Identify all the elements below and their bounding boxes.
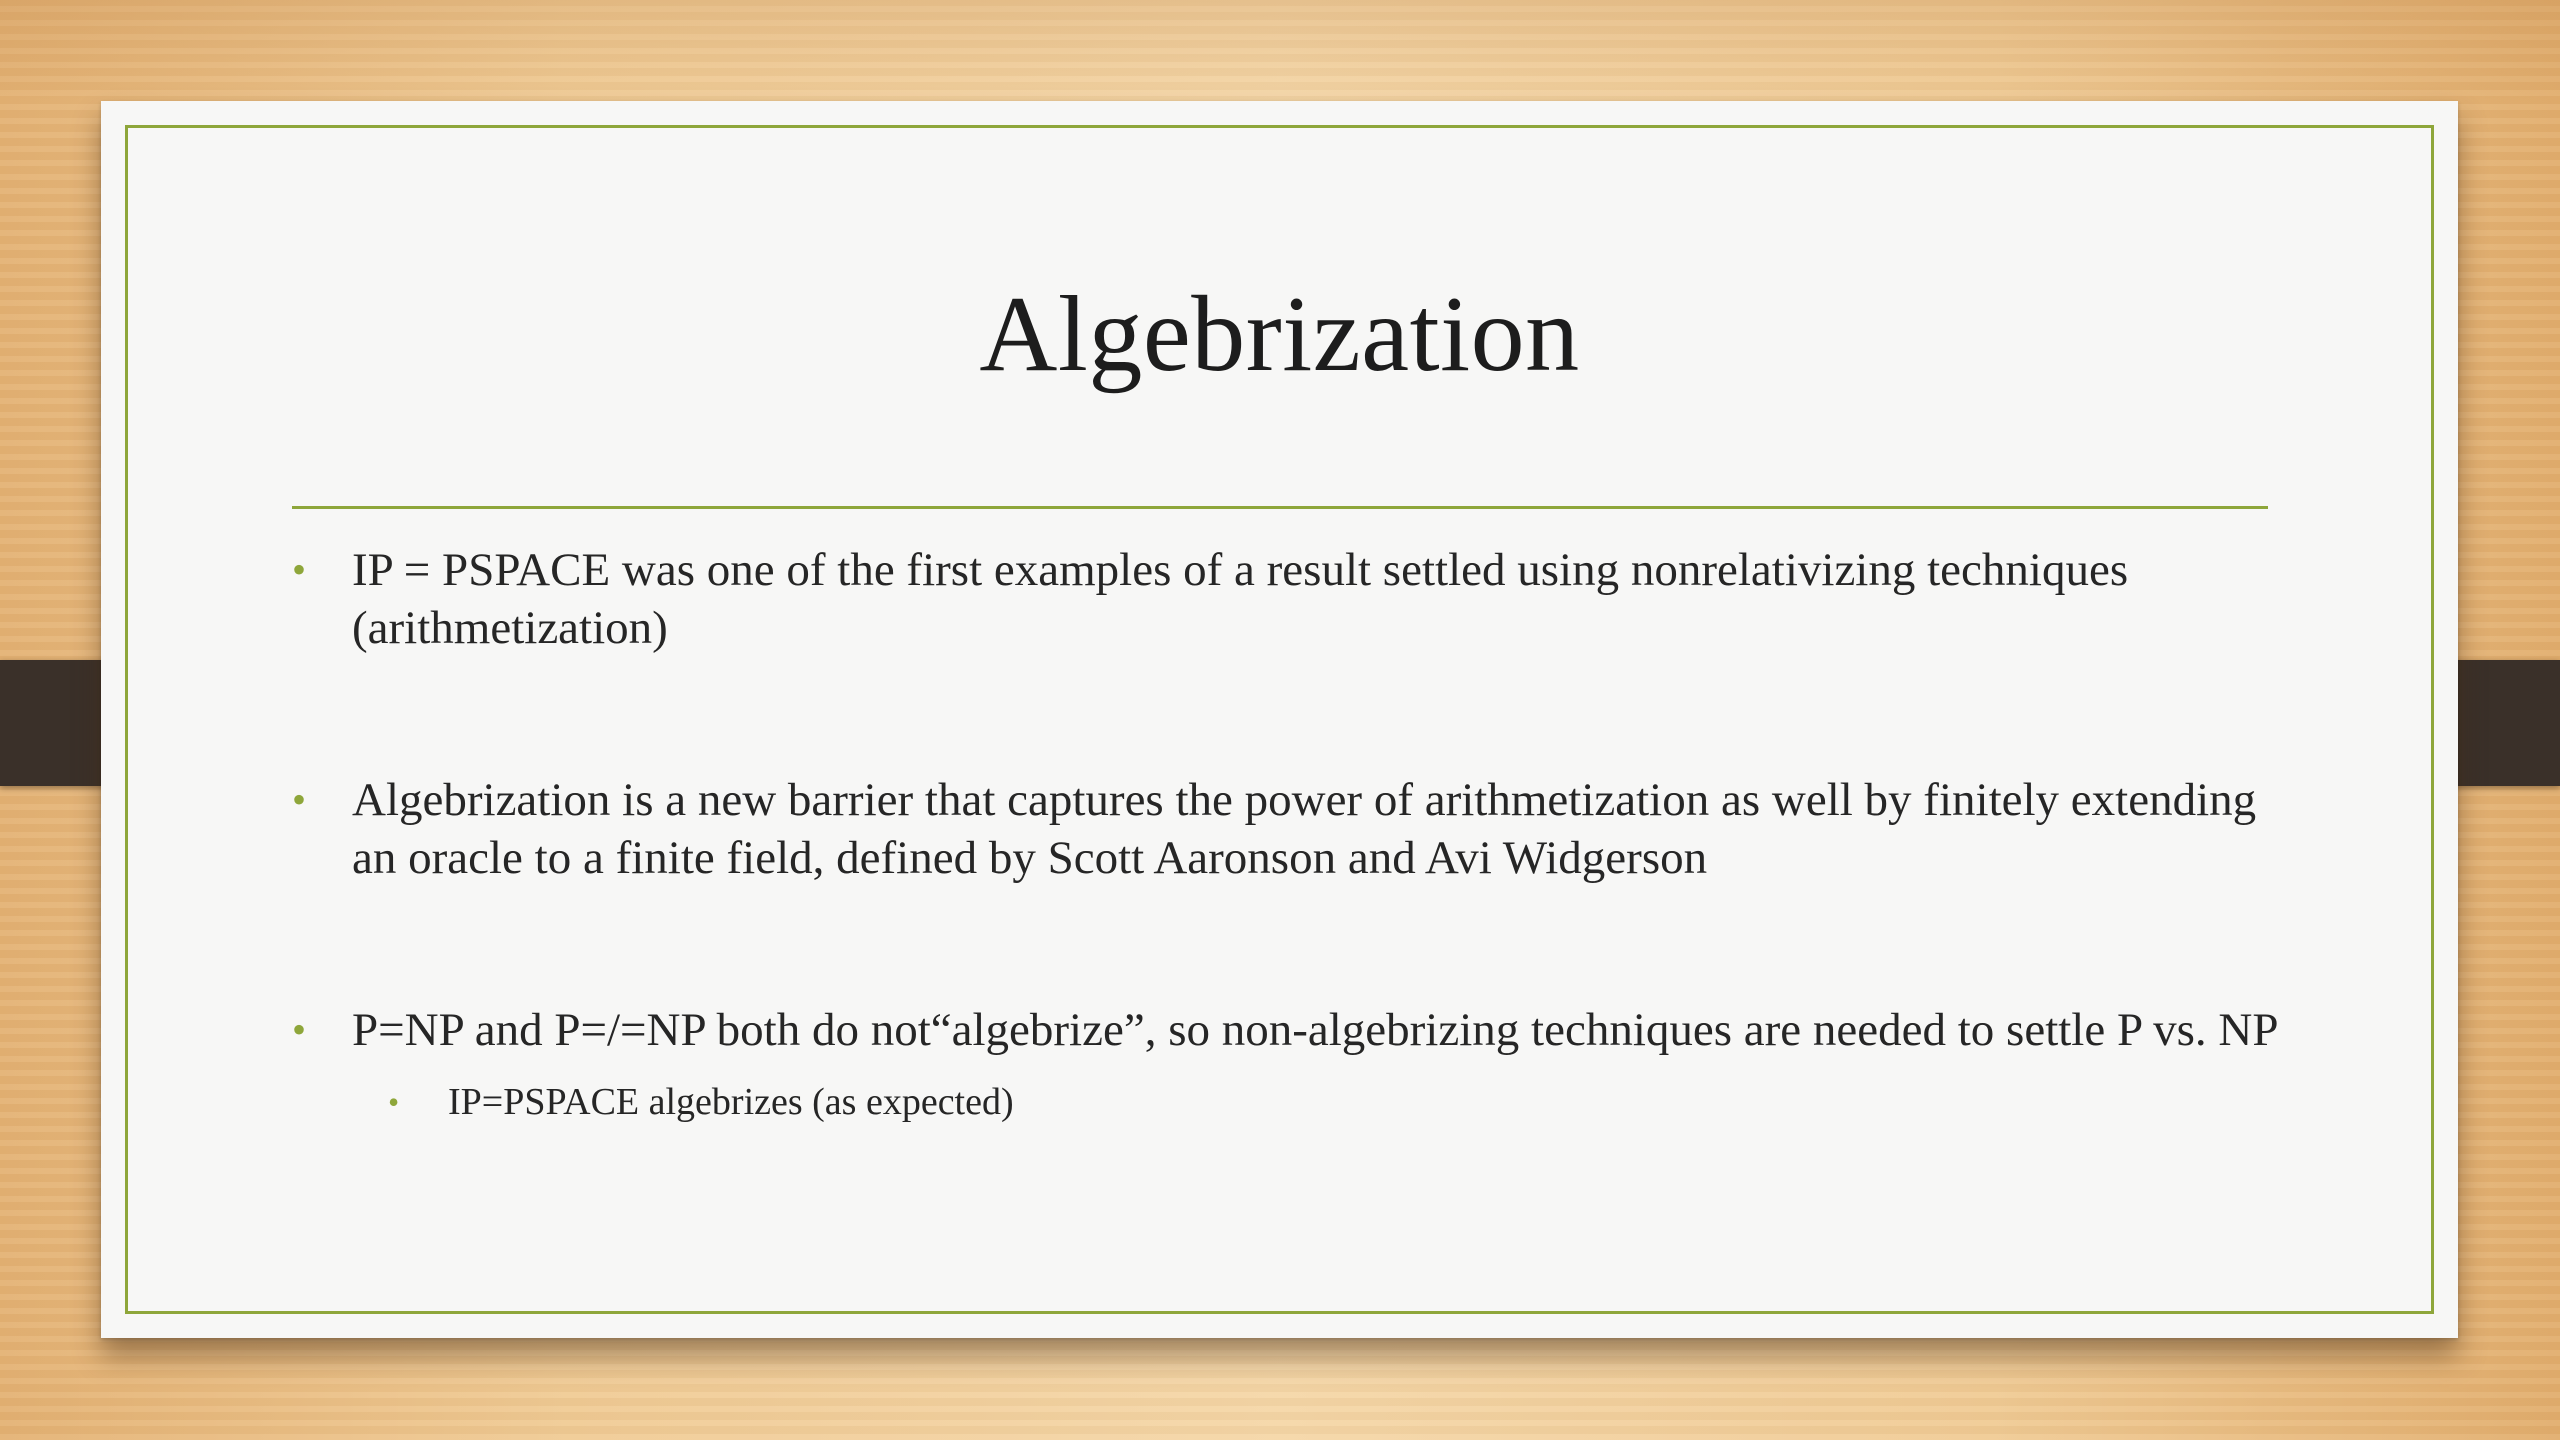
slide-title: Algebrization [979,275,1580,394]
bullet-text: IP = PSPACE was one of the first examples of a result settled using nonrelativizing techniques (arithmetization) [352,544,2129,654]
bullet-dot-icon: • [292,547,307,592]
slide-canvas [101,101,2458,1338]
bullet-dot-icon: • [292,777,307,822]
wood-background [0,0,2560,100]
bullet-text: P=NP and P=/=NP both do not“algebrize”, so non-algebrizing techniques are needed to settle P vs. NP [352,1004,2279,1056]
bullet-text: Algebrization is a new barrier that captures the power of arithmetization as well by finitely extending an oracle to a finite field, defined by Scott Aaronson and Avi Widgerson [352,774,2257,884]
bullet-dot-icon: • [292,1007,307,1052]
sub-bullet-text: IP=PSPACE algebrizes (as expected) [448,1081,1014,1123]
bullet-item [292,1001,2292,1059]
slide-body [292,541,2292,1129]
bullet-item [292,541,2292,657]
sub-bullet-dot-icon: • [388,1084,400,1120]
title-divider [292,506,2268,509]
bullet-item [292,771,2292,887]
sub-bullet-item [388,1075,2292,1129]
